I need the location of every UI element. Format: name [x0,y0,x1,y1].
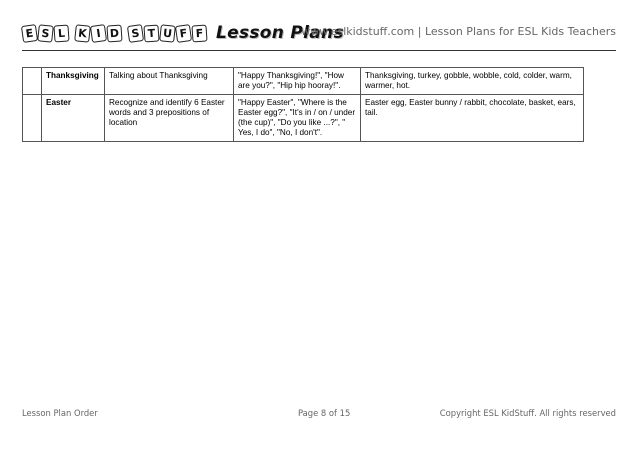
vocabulary-cell: Easter egg, Easter bunny / rabbit, chocolate, basket, ears, tail. [361,95,584,142]
logo-title: Lesson Plans [216,23,344,43]
site-info: www.eslkidstuff.com | Lesson Plans for ESL Kids Teachers [301,25,616,38]
page-header [22,18,616,48]
logo-tile: F [191,24,207,42]
footer-doc-title: Lesson Plan Order [22,408,98,418]
logo-tile: E [21,24,38,43]
topic-cell: Thanksgiving [42,68,105,95]
lesson-plan-table [22,67,584,142]
logo-tile: T [143,24,159,42]
site-logo [22,20,344,46]
footer-copyright: Copyright ESL KidStuff. All rights reserved [439,408,616,418]
logo-tile: S [37,24,54,42]
table-row [23,68,584,95]
logo-tile: I [90,24,107,43]
objective-cell: Talking about Thanksgiving [105,68,234,95]
logo-tile: K [74,24,91,42]
footer-page-number: Page 8 of 15 [298,408,351,418]
header-divider [22,50,616,51]
topic-cell: Easter [42,95,105,142]
logo-tile: U [159,24,176,42]
phrases-cell: "Happy Thanksgiving!", "How are you?", "Hip hip hooray!". [234,68,361,95]
logo-tile: D [106,24,122,42]
objective-cell: Recognize and identify 6 Easter words and 3 prepositions of location [105,95,234,142]
vocabulary-cell: Thanksgiving, turkey, gobble, wobble, cold, colder, warm, warmer, hot. [361,68,584,95]
row-marker-cell [23,68,42,95]
logo-tile: L [53,24,69,42]
phrases-cell: "Happy Easter", "Where is the Easter egg?", "It's in / on / under (the cup)", "Do you like ...?", " Yes, I do", "No, I don't". [234,95,361,142]
table-row [23,95,584,142]
logo-tile: F [175,24,192,43]
row-marker-cell [23,95,42,142]
logo-tile: S [127,24,144,43]
